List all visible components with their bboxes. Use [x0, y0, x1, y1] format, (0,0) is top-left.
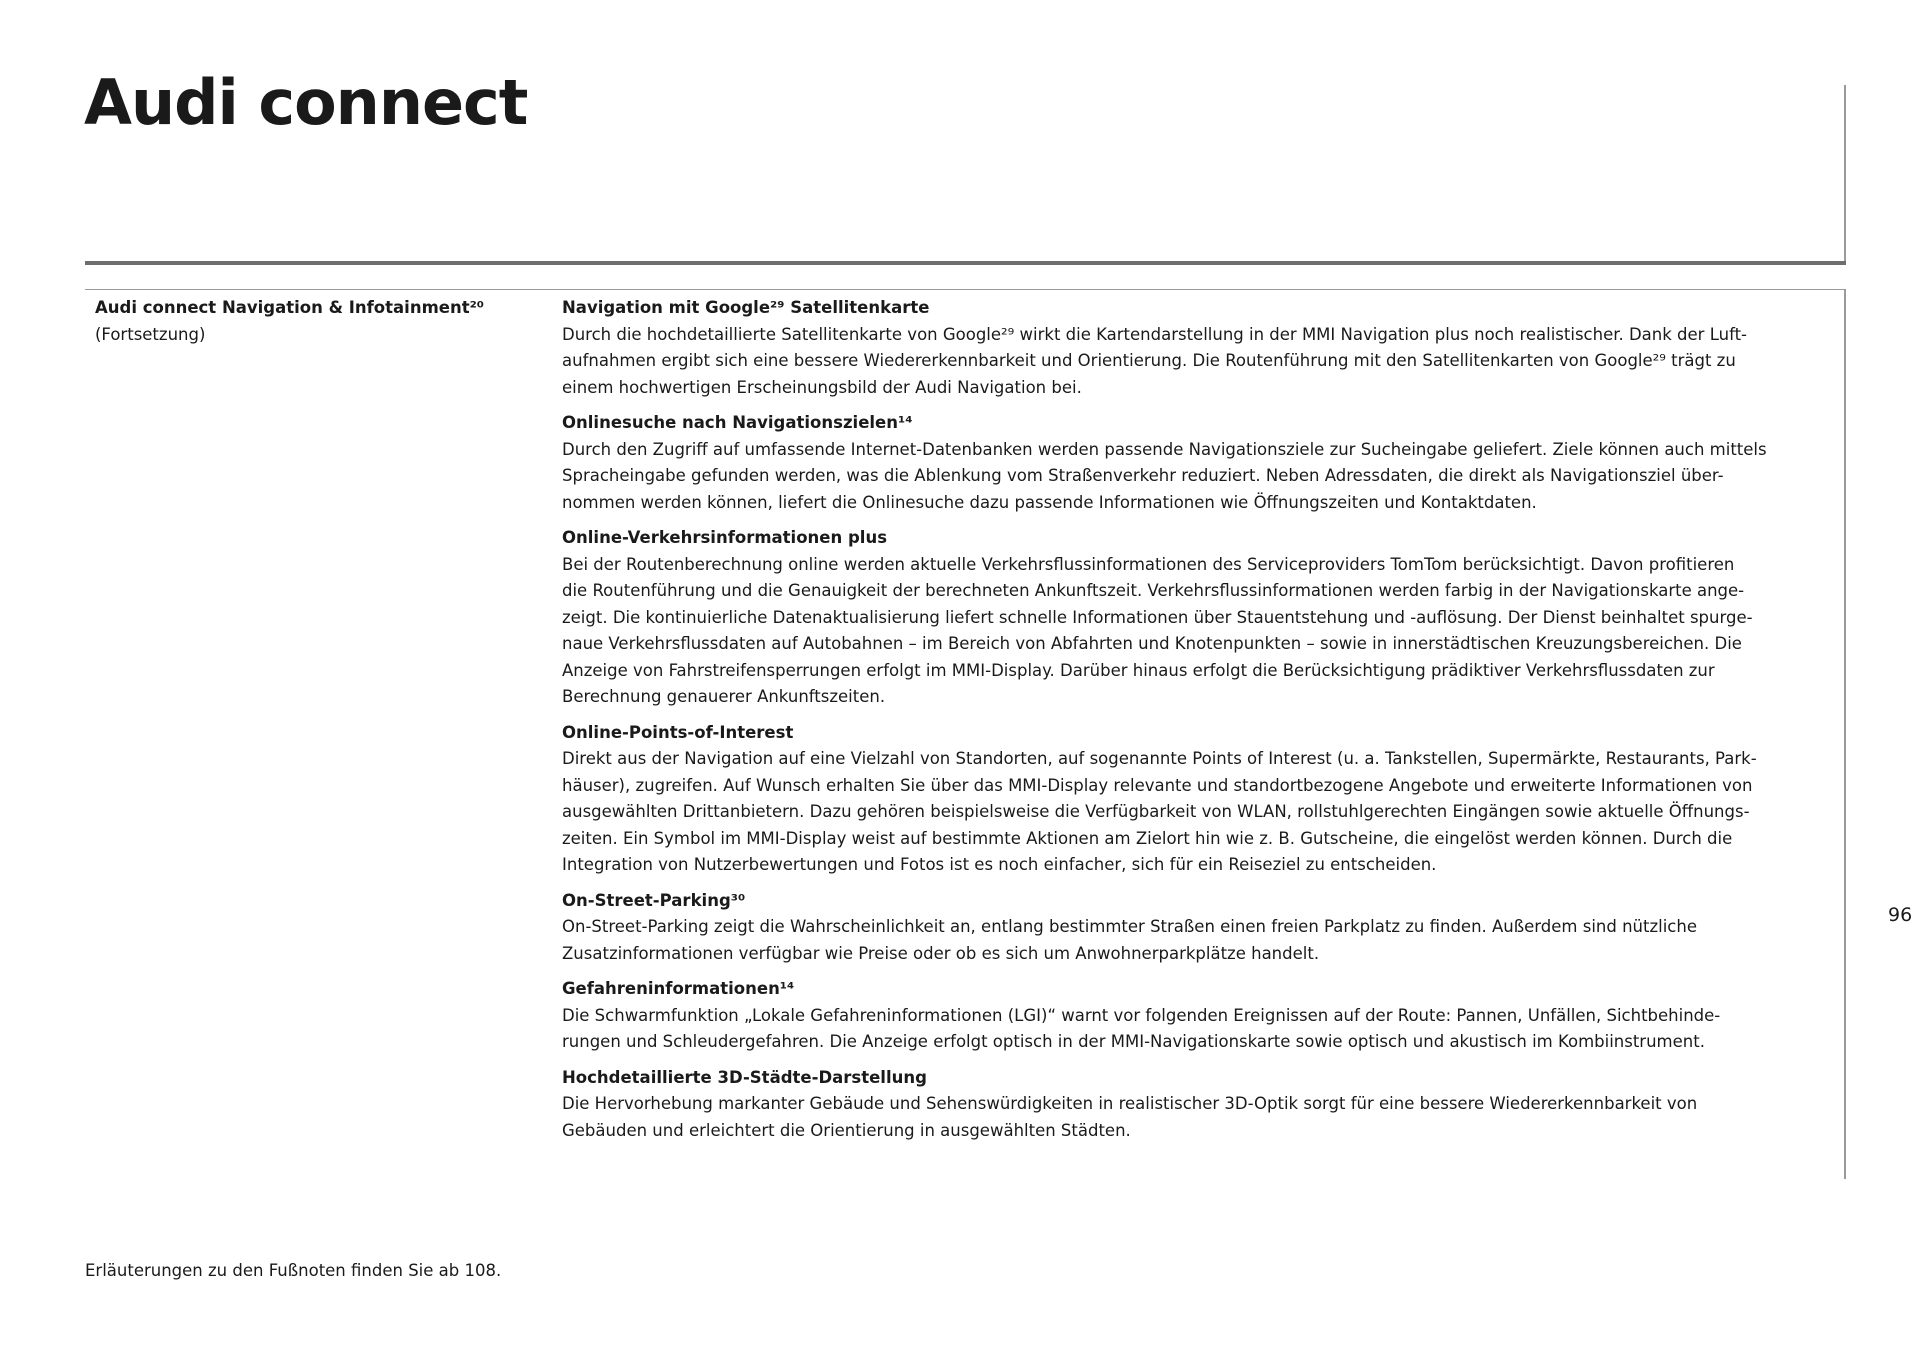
feature-text-line: Durch die hochdetaillierte Satellitenkarte von Google²⁹ wirkt die Kartendarstellung in der MMI Navigation plus noch realistischer. Dank der Luft- [562, 324, 1748, 344]
feature-text-line: die Routenführung und die Genauigkeit der berechneten Ankunftszeit. Verkehrsflussinformationen werden farbig in der Navigationskarte ange- [562, 581, 1745, 600]
feature-text-line: rungen und Schleudergefahren. Die Anzeige erfolgt optisch in der MMI-Navigationskarte sowie optisch und akustisch im Kombiinstrument. [562, 1032, 1705, 1051]
feature-text-line: Gebäuden und erleichtert die Orientierung in ausgewählten Städten. [562, 1120, 1131, 1140]
footnote-reference: Erläuterungen zu den Fußnoten finden Sie ab 108. [85, 1261, 502, 1280]
feature-text-line: Integration von Nutzerbewertungen und Fotos ist es noch einfacher, sich für ein Reiseziel zu entscheiden. [562, 855, 1437, 874]
feature-section [562, 976, 1767, 1056]
feature-text-line: einem hochwertigen Erscheinungsbild der Audi Navigation bei. [562, 377, 1082, 397]
feature-section [562, 525, 1767, 711]
feature-heading: Online-Points-of-Interest [562, 722, 794, 742]
content-table [85, 289, 1846, 1179]
feature-section [562, 888, 1767, 968]
feature-text-line: Bei der Routenberechnung online werden aktuelle Verkehrsflussinformationen des Serviceproviders TomTom berücksichtigt. Davon profitieren [562, 554, 1735, 574]
left-column [95, 295, 484, 348]
page-title: Audi connect [84, 66, 528, 139]
feature-text-line: häuser), zugreifen. Auf Wunsch erhalten Sie über das MMI-Display relevante und standortbezogene Angebote und erweiterte Informationen von [562, 775, 1753, 795]
feature-heading: Online-Verkehrsinformationen plus [562, 528, 888, 547]
feature-text-line: zeiten. Ein Symbol im MMI-Display weist auf bestimmte Aktionen am Zielort hin wie z. B. Gutscheine, die eingelöst werden können. Durch die [562, 828, 1733, 848]
feature-text-line: nommen werden können, liefert die Onlinesuche dazu passende Informationen wie Öffnungszeiten und Kontaktdaten. [562, 492, 1537, 512]
feature-text-line: Spracheingabe gefunden werden, was die Ablenkung vom Straßenverkehr reduziert. Neben Adressdaten, die direkt als Navigationsziel über- [562, 466, 1724, 485]
feature-section [562, 1065, 1767, 1145]
feature-text-line: Die Hervorhebung markanter Gebäude und Sehenswürdigkeiten in realistischer 3D-Optik sorgt für eine bessere Wiedererkennbarkeit von [562, 1094, 1698, 1113]
feature-heading: Hochdetaillierte 3D-Städte-Darstellung [562, 1067, 927, 1087]
feature-heading: Onlinesuche nach Navigationszielen¹⁴ [562, 413, 913, 432]
feature-text-line: Zusatzinformationen verfügbar wie Preise oder ob es sich um Anwohnerparkplätze handelt. [562, 943, 1320, 963]
category-heading: Audi connect Navigation & Infotainment²⁰ [95, 298, 485, 317]
feature-text-line: Die Schwarmfunktion „Lokale Gefahreninformationen (LGI)“ warnt vor folgenden Ereignissen auf der Route: Pannen, Unfällen, Sichtbehinde- [562, 1005, 1721, 1025]
feature-heading: Gefahreninformationen¹⁴ [562, 979, 795, 998]
feature-text-line: Berechnung genauerer Ankunftszeiten. [562, 687, 886, 706]
feature-text-line: Anzeige von Fahrstreifensperrungen erfolgt im MMI-Display. Darüber hinaus erfolgt die Berücksichtigung prädiktiver Verkehrsflussdaten zur [562, 660, 1715, 680]
feature-heading: Navigation mit Google²⁹ Satellitenkarte [562, 298, 930, 317]
header-divider-vertical [1844, 85, 1846, 265]
feature-section [562, 410, 1767, 516]
right-column [562, 295, 1767, 1153]
feature-section [562, 295, 1767, 401]
feature-text-line: Durch den Zugriff auf umfassende Internet-Datenbanken werden passende Navigationsziele zur Sucheingabe geliefert. Ziele können auch mittels [562, 439, 1767, 459]
feature-text-line: ausgewählten Drittanbietern. Dazu gehören beispielsweise die Verfügbarkeit von WLAN, rollstuhlgerechten Eingängen sowie aktuelle Öffnungs- [562, 802, 1750, 821]
page-number: 96 [1888, 904, 1913, 926]
feature-text-line: On-Street-Parking zeigt die Wahrscheinlichkeit an, entlang bestimmter Straßen einen freien Parkplatz zu finden. Außerdem sind nützliche [562, 917, 1697, 936]
header-rule [85, 261, 1846, 265]
feature-section [562, 720, 1767, 879]
feature-text-line: Direkt aus der Navigation auf eine Vielzahl von Standorten, auf sogenannte Points of Interest (u. a. Tankstellen, Supermärkte, Restaurants, Park- [562, 749, 1757, 768]
feature-text-line: naue Verkehrsflussdaten auf Autobahnen – im Bereich von Abfahrten und Knotenpunkten – sowie in innerstädtischen Kreuzungsbereichen. Die [562, 634, 1742, 653]
feature-heading: On-Street-Parking³⁰ [562, 890, 746, 910]
feature-text-line: zeigt. Die kontinuierliche Datenaktualisierung liefert schnelle Informationen über Stauentstehung und -auflösung. Der Dienst beinhaltet spurge- [562, 607, 1753, 627]
category-subheading: (Fortsetzung) [95, 324, 206, 344]
feature-text-line: aufnahmen ergibt sich eine bessere Wiedererkennbarkeit und Orientierung. Die Routenführung mit den Satellitenkarten von Google²⁹ trägt zu [562, 351, 1736, 370]
